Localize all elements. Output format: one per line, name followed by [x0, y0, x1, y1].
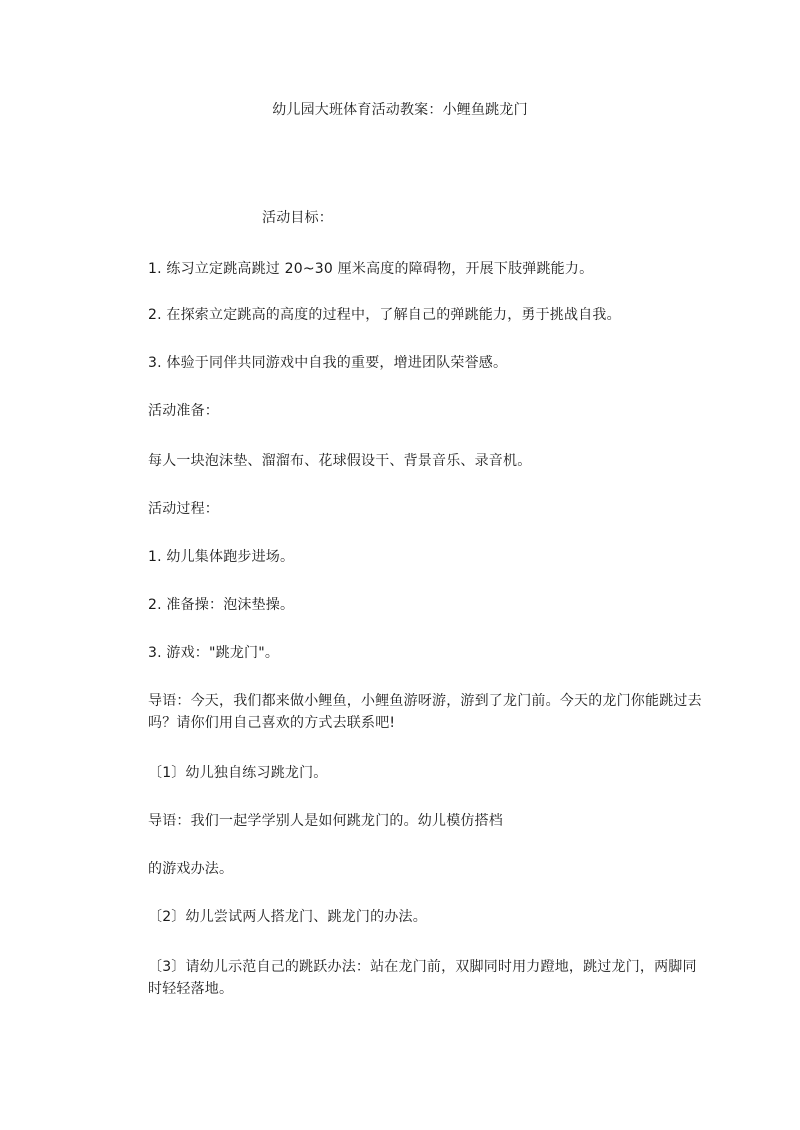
intro-paragraph-2-line1: 导语：我们一起学学别人是如何跳龙门的。幼儿模仿搭档	[148, 813, 503, 829]
prep-heading: 活动准备：	[148, 403, 219, 419]
document-title: 幼儿园大班体育活动教案：小鲤鱼跳龙门	[272, 102, 528, 118]
step-2: 〔2〕幼儿尝试两人搭龙门、跳龙门的办法。	[148, 909, 427, 925]
prep-text: 每人一块泡沫垫、溜溜布、花球假设干、背景音乐、录音机。	[148, 453, 532, 469]
intro-paragraph-1: 导语：今天，我们都来做小鲤鱼，小鲤鱼游呀游，游到了龙门前。今天的龙门你能跳过去吗？请你们用自己喜欢的方式去联系吧!	[148, 693, 702, 731]
process-item: 3. 游戏："跳龙门"。	[148, 645, 280, 661]
intro-paragraph-2-line2: 的游戏办法。	[148, 861, 234, 877]
step-1: 〔1〕幼儿独自练习跳龙门。	[148, 765, 328, 781]
goal-item: 3. 体验于同伴共同游戏中自我的重要，增进团队荣誉感。	[148, 355, 508, 371]
step-3: 〔3〕请幼儿示范自己的跳跃办法：站在龙门前，双脚同时用力蹬地，跳过龙门，两脚同时轻轻落地。	[148, 959, 697, 997]
goal-item: 1. 练习立定跳高跳过 20~30 厘米高度的障碍物，开展下肢弹跳能力。	[148, 261, 594, 277]
process-item: 2. 准备操：泡沫垫操。	[148, 597, 295, 613]
goals-heading: 活动目标：	[262, 210, 333, 226]
process-heading: 活动过程：	[148, 501, 219, 517]
goal-item: 2. 在探索立定跳高的高度的过程中，了解自己的弹跳能力，勇于挑战自我。	[148, 307, 621, 323]
process-item: 1. 幼儿集体跑步进场。	[148, 549, 295, 565]
